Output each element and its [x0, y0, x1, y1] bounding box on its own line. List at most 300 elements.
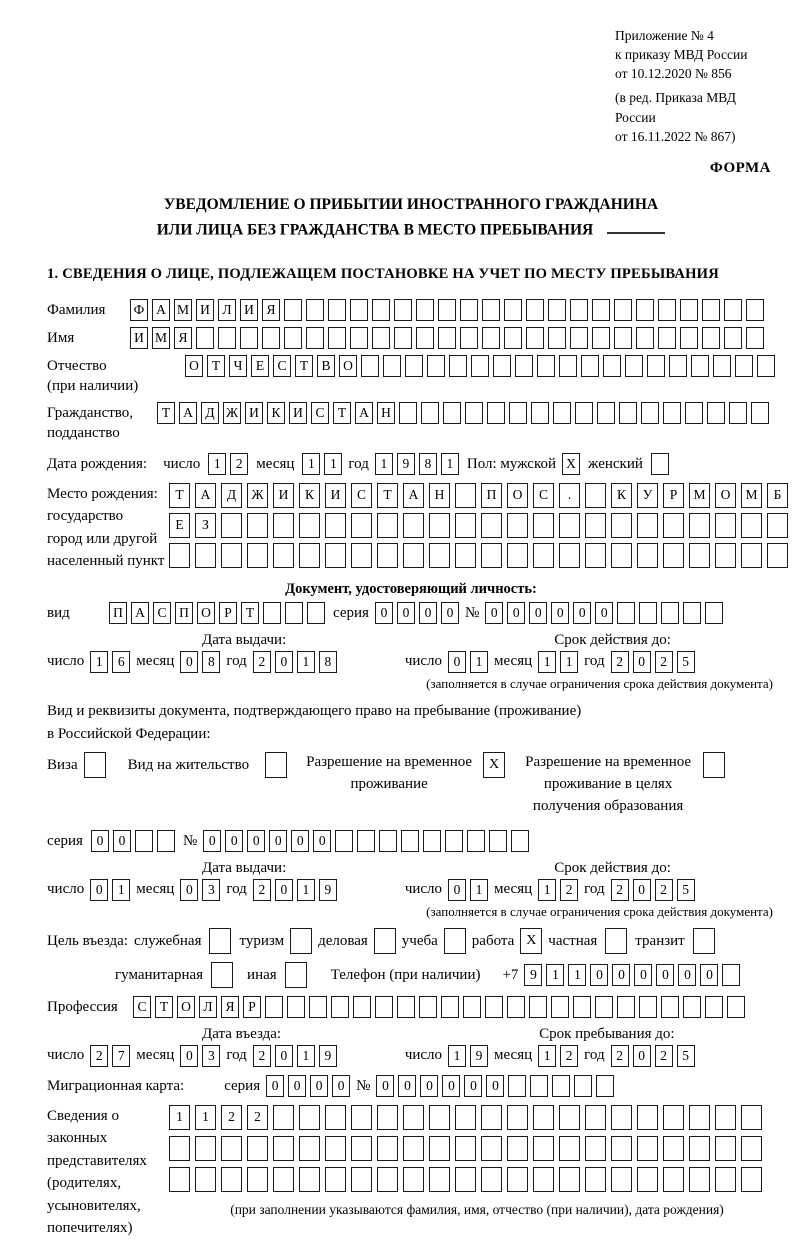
char-cell[interactable]: 2: [611, 879, 629, 901]
char-cell[interactable]: 1: [297, 651, 315, 673]
char-cell[interactable]: П: [175, 602, 193, 624]
char-cell[interactable]: [403, 513, 424, 538]
surname-cells[interactable]: [130, 299, 764, 321]
char-cell[interactable]: [351, 1105, 372, 1130]
checkbox-study[interactable]: [444, 928, 466, 954]
char-cell[interactable]: [559, 513, 580, 538]
char-cell[interactable]: [537, 355, 555, 377]
char-cell[interactable]: [637, 1136, 658, 1161]
char-cell[interactable]: Ж: [247, 483, 268, 508]
char-cell[interactable]: [328, 299, 346, 321]
char-cell[interactable]: 2: [655, 1045, 673, 1067]
issue-day-cells[interactable]: [90, 879, 130, 901]
char-cell[interactable]: [691, 355, 709, 377]
char-cell[interactable]: [559, 1136, 580, 1161]
char-cell[interactable]: И: [130, 327, 148, 349]
char-cell[interactable]: С: [533, 483, 554, 508]
char-cell[interactable]: 0: [573, 602, 591, 624]
char-cell[interactable]: [573, 996, 591, 1018]
char-cell[interactable]: [273, 543, 294, 568]
char-cell[interactable]: [507, 543, 528, 568]
representatives-row1[interactable]: [169, 1105, 762, 1130]
birthplace-row1[interactable]: [169, 483, 788, 508]
char-cell[interactable]: Я: [174, 327, 192, 349]
char-cell[interactable]: 2: [253, 879, 271, 901]
char-cell[interactable]: [429, 543, 450, 568]
char-cell[interactable]: [575, 402, 593, 424]
char-cell[interactable]: [299, 1136, 320, 1161]
char-cell[interactable]: [592, 299, 610, 321]
char-cell[interactable]: [529, 996, 547, 1018]
char-cell[interactable]: [559, 355, 577, 377]
char-cell[interactable]: [663, 1136, 684, 1161]
char-cell[interactable]: [427, 355, 445, 377]
char-cell[interactable]: [724, 327, 742, 349]
char-cell[interactable]: 0: [180, 1045, 198, 1067]
char-cell[interactable]: И: [240, 299, 258, 321]
char-cell[interactable]: [481, 513, 502, 538]
char-cell[interactable]: [247, 1167, 268, 1192]
char-cell[interactable]: О: [507, 483, 528, 508]
char-cell[interactable]: Т: [169, 483, 190, 508]
char-cell[interactable]: [585, 513, 606, 538]
char-cell[interactable]: [325, 1167, 346, 1192]
checkbox-transit[interactable]: [693, 928, 715, 954]
checkbox-other[interactable]: [285, 962, 307, 988]
char-cell[interactable]: Т: [157, 402, 175, 424]
char-cell[interactable]: [715, 513, 736, 538]
char-cell[interactable]: [306, 327, 324, 349]
char-cell[interactable]: [724, 299, 742, 321]
char-cell[interactable]: [533, 513, 554, 538]
char-cell[interactable]: [585, 1167, 606, 1192]
char-cell[interactable]: [508, 1075, 526, 1097]
char-cell[interactable]: И: [245, 402, 263, 424]
birth-year-cells[interactable]: [375, 453, 459, 475]
char-cell[interactable]: [377, 1136, 398, 1161]
char-cell[interactable]: [707, 402, 725, 424]
char-cell[interactable]: 0: [375, 602, 393, 624]
char-cell[interactable]: 0: [180, 879, 198, 901]
char-cell[interactable]: [429, 1105, 450, 1130]
checkbox-work[interactable]: X: [520, 928, 542, 954]
char-cell[interactable]: [299, 1105, 320, 1130]
char-cell[interactable]: И: [289, 402, 307, 424]
birthplace-row2[interactable]: [169, 513, 788, 538]
char-cell[interactable]: [637, 1167, 658, 1192]
char-cell[interactable]: Р: [663, 483, 684, 508]
char-cell[interactable]: [559, 1167, 580, 1192]
char-cell[interactable]: [485, 996, 503, 1018]
char-cell[interactable]: [135, 830, 153, 852]
char-cell[interactable]: [735, 355, 753, 377]
char-cell[interactable]: [531, 402, 549, 424]
char-cell[interactable]: 1: [441, 453, 459, 475]
char-cell[interactable]: 0: [275, 879, 293, 901]
char-cell[interactable]: [372, 299, 390, 321]
char-cell[interactable]: [658, 299, 676, 321]
char-cell[interactable]: [403, 543, 424, 568]
citizenship-cells[interactable]: [157, 402, 769, 424]
char-cell[interactable]: 0: [656, 964, 674, 986]
char-cell[interactable]: 0: [288, 1075, 306, 1097]
char-cell[interactable]: [416, 299, 434, 321]
birthplace-row3[interactable]: [169, 543, 788, 568]
char-cell[interactable]: [504, 299, 522, 321]
char-cell[interactable]: 2: [611, 651, 629, 673]
char-cell[interactable]: 0: [310, 1075, 328, 1097]
char-cell[interactable]: [353, 996, 371, 1018]
char-cell[interactable]: 0: [376, 1075, 394, 1097]
char-cell[interactable]: 9: [397, 453, 415, 475]
char-cell[interactable]: К: [267, 402, 285, 424]
char-cell[interactable]: 2: [560, 879, 578, 901]
char-cell[interactable]: [307, 602, 325, 624]
char-cell[interactable]: [705, 996, 723, 1018]
char-cell[interactable]: 2: [230, 453, 248, 475]
char-cell[interactable]: 1: [195, 1105, 216, 1130]
char-cell[interactable]: [481, 1167, 502, 1192]
char-cell[interactable]: [663, 1167, 684, 1192]
birth-month-cells[interactable]: [302, 453, 342, 475]
char-cell[interactable]: [455, 513, 476, 538]
char-cell[interactable]: [195, 1167, 216, 1192]
char-cell[interactable]: [467, 830, 485, 852]
char-cell[interactable]: [741, 1167, 762, 1192]
valid-month-cells[interactable]: [538, 879, 578, 901]
entry-day-cells[interactable]: [90, 1045, 130, 1067]
char-cell[interactable]: В: [317, 355, 335, 377]
doc-number-cells[interactable]: [485, 602, 723, 624]
char-cell[interactable]: [551, 996, 569, 1018]
char-cell[interactable]: [445, 830, 463, 852]
char-cell[interactable]: И: [196, 299, 214, 321]
char-cell[interactable]: 0: [113, 830, 131, 852]
char-cell[interactable]: [553, 402, 571, 424]
char-cell[interactable]: [729, 402, 747, 424]
char-cell[interactable]: М: [689, 483, 710, 508]
representatives-row2[interactable]: [169, 1136, 762, 1161]
char-cell[interactable]: [641, 402, 659, 424]
char-cell[interactable]: М: [741, 483, 762, 508]
phone-cells[interactable]: [524, 964, 740, 986]
stay-year-cells[interactable]: [611, 1045, 695, 1067]
char-cell[interactable]: 0: [486, 1075, 504, 1097]
char-cell[interactable]: [533, 1167, 554, 1192]
char-cell[interactable]: [455, 1136, 476, 1161]
char-cell[interactable]: [617, 996, 635, 1018]
char-cell[interactable]: [429, 1136, 450, 1161]
char-cell[interactable]: [262, 327, 280, 349]
char-cell[interactable]: [351, 543, 372, 568]
char-cell[interactable]: 1: [297, 879, 315, 901]
char-cell[interactable]: [533, 543, 554, 568]
char-cell[interactable]: К: [299, 483, 320, 508]
checkbox-temp-residence-education[interactable]: [703, 752, 725, 778]
char-cell[interactable]: [465, 402, 483, 424]
char-cell[interactable]: [614, 299, 632, 321]
char-cell[interactable]: [351, 1136, 372, 1161]
checkbox-business[interactable]: [374, 928, 396, 954]
char-cell[interactable]: 9: [470, 1045, 488, 1067]
char-cell[interactable]: 0: [612, 964, 630, 986]
char-cell[interactable]: [702, 327, 720, 349]
char-cell[interactable]: [715, 543, 736, 568]
char-cell[interactable]: 0: [633, 1045, 651, 1067]
char-cell[interactable]: [247, 513, 268, 538]
char-cell[interactable]: [221, 513, 242, 538]
char-cell[interactable]: [284, 299, 302, 321]
char-cell[interactable]: 5: [677, 879, 695, 901]
migration-number-cells[interactable]: [376, 1075, 614, 1097]
char-cell[interactable]: [751, 402, 769, 424]
char-cell[interactable]: [455, 543, 476, 568]
char-cell[interactable]: [570, 327, 588, 349]
char-cell[interactable]: [592, 327, 610, 349]
char-cell[interactable]: [325, 1136, 346, 1161]
char-cell[interactable]: [715, 1105, 736, 1130]
char-cell[interactable]: [625, 355, 643, 377]
char-cell[interactable]: Н: [429, 483, 450, 508]
char-cell[interactable]: [372, 327, 390, 349]
char-cell[interactable]: Д: [221, 483, 242, 508]
char-cell[interactable]: [401, 830, 419, 852]
char-cell[interactable]: [375, 996, 393, 1018]
char-cell[interactable]: [617, 602, 635, 624]
char-cell[interactable]: [685, 402, 703, 424]
checkbox-residence-permit[interactable]: [265, 752, 287, 778]
char-cell[interactable]: [287, 996, 305, 1018]
char-cell[interactable]: [530, 1075, 548, 1097]
valid-year-cells[interactable]: [611, 651, 695, 673]
char-cell[interactable]: А: [152, 299, 170, 321]
char-cell[interactable]: 1: [470, 651, 488, 673]
char-cell[interactable]: [746, 327, 764, 349]
char-cell[interactable]: [581, 355, 599, 377]
char-cell[interactable]: [611, 1105, 632, 1130]
char-cell[interactable]: [559, 543, 580, 568]
char-cell[interactable]: 1: [208, 453, 226, 475]
char-cell[interactable]: Д: [201, 402, 219, 424]
char-cell[interactable]: Н: [377, 402, 395, 424]
char-cell[interactable]: А: [403, 483, 424, 508]
issue-month-cells[interactable]: [180, 879, 220, 901]
issue-month-cells[interactable]: [180, 651, 220, 673]
char-cell[interactable]: [157, 830, 175, 852]
char-cell[interactable]: [507, 1136, 528, 1161]
char-cell[interactable]: [548, 299, 566, 321]
char-cell[interactable]: 0: [595, 602, 613, 624]
char-cell[interactable]: [493, 355, 511, 377]
char-cell[interactable]: 3: [202, 1045, 220, 1067]
char-cell[interactable]: [481, 1105, 502, 1130]
char-cell[interactable]: [273, 1167, 294, 1192]
char-cell[interactable]: 0: [634, 964, 652, 986]
char-cell[interactable]: 0: [90, 879, 108, 901]
char-cell[interactable]: .: [559, 483, 580, 508]
char-cell[interactable]: [299, 1167, 320, 1192]
char-cell[interactable]: [419, 996, 437, 1018]
char-cell[interactable]: С: [311, 402, 329, 424]
checkbox-private[interactable]: [605, 928, 627, 954]
char-cell[interactable]: 0: [247, 830, 265, 852]
char-cell[interactable]: И: [325, 483, 346, 508]
char-cell[interactable]: 1: [169, 1105, 190, 1130]
char-cell[interactable]: [741, 1105, 762, 1130]
char-cell[interactable]: [661, 602, 679, 624]
char-cell[interactable]: 7: [112, 1045, 130, 1067]
char-cell[interactable]: [596, 1075, 614, 1097]
char-cell[interactable]: 0: [485, 602, 503, 624]
char-cell[interactable]: [722, 964, 740, 986]
char-cell[interactable]: [299, 513, 320, 538]
char-cell[interactable]: [240, 327, 258, 349]
char-cell[interactable]: [482, 327, 500, 349]
char-cell[interactable]: З: [195, 513, 216, 538]
char-cell[interactable]: [247, 1136, 268, 1161]
char-cell[interactable]: [507, 996, 525, 1018]
char-cell[interactable]: [377, 1167, 398, 1192]
char-cell[interactable]: [403, 1167, 424, 1192]
char-cell[interactable]: 1: [546, 964, 564, 986]
char-cell[interactable]: [669, 355, 687, 377]
residence-series-cells[interactable]: [91, 830, 175, 852]
char-cell[interactable]: [169, 543, 190, 568]
char-cell[interactable]: [683, 602, 701, 624]
valid-month-cells[interactable]: [538, 651, 578, 673]
char-cell[interactable]: 2: [221, 1105, 242, 1130]
checkbox-temp-residence[interactable]: X: [483, 752, 505, 778]
char-cell[interactable]: [350, 327, 368, 349]
char-cell[interactable]: С: [273, 355, 291, 377]
char-cell[interactable]: [471, 355, 489, 377]
valid-day-cells[interactable]: [448, 879, 488, 901]
char-cell[interactable]: [504, 327, 522, 349]
char-cell[interactable]: 2: [247, 1105, 268, 1130]
char-cell[interactable]: 2: [90, 1045, 108, 1067]
char-cell[interactable]: [273, 1136, 294, 1161]
char-cell[interactable]: [715, 1167, 736, 1192]
char-cell[interactable]: [715, 1136, 736, 1161]
char-cell[interactable]: [636, 299, 654, 321]
char-cell[interactable]: 2: [560, 1045, 578, 1067]
char-cell[interactable]: [689, 1167, 710, 1192]
char-cell[interactable]: Р: [243, 996, 261, 1018]
char-cell[interactable]: [357, 830, 375, 852]
char-cell[interactable]: [273, 1105, 294, 1130]
char-cell[interactable]: 2: [253, 1045, 271, 1067]
char-cell[interactable]: Т: [377, 483, 398, 508]
char-cell[interactable]: [689, 1136, 710, 1161]
char-cell[interactable]: [611, 513, 632, 538]
checkbox-female[interactable]: [651, 453, 669, 475]
char-cell[interactable]: Б: [767, 483, 788, 508]
char-cell[interactable]: [221, 543, 242, 568]
char-cell[interactable]: 8: [419, 453, 437, 475]
issue-year-cells[interactable]: [253, 651, 337, 673]
char-cell[interactable]: 0: [448, 879, 466, 901]
char-cell[interactable]: [383, 355, 401, 377]
char-cell[interactable]: [639, 602, 657, 624]
char-cell[interactable]: 0: [464, 1075, 482, 1097]
char-cell[interactable]: [273, 513, 294, 538]
char-cell[interactable]: М: [152, 327, 170, 349]
char-cell[interactable]: [221, 1136, 242, 1161]
char-cell[interactable]: [689, 543, 710, 568]
char-cell[interactable]: [639, 996, 657, 1018]
char-cell[interactable]: [509, 402, 527, 424]
char-cell[interactable]: [746, 299, 764, 321]
valid-year-cells[interactable]: [611, 879, 695, 901]
char-cell[interactable]: К: [611, 483, 632, 508]
char-cell[interactable]: [196, 327, 214, 349]
char-cell[interactable]: 0: [507, 602, 525, 624]
char-cell[interactable]: Ф: [130, 299, 148, 321]
char-cell[interactable]: [416, 327, 434, 349]
char-cell[interactable]: [306, 299, 324, 321]
char-cell[interactable]: [619, 402, 637, 424]
char-cell[interactable]: [507, 513, 528, 538]
char-cell[interactable]: [331, 996, 349, 1018]
char-cell[interactable]: 3: [202, 879, 220, 901]
char-cell[interactable]: [585, 1105, 606, 1130]
char-cell[interactable]: 0: [551, 602, 569, 624]
char-cell[interactable]: [221, 1167, 242, 1192]
char-cell[interactable]: 2: [611, 1045, 629, 1067]
char-cell[interactable]: М: [174, 299, 192, 321]
char-cell[interactable]: [328, 327, 346, 349]
char-cell[interactable]: [403, 1136, 424, 1161]
char-cell[interactable]: 0: [91, 830, 109, 852]
char-cell[interactable]: [438, 327, 456, 349]
char-cell[interactable]: [481, 543, 502, 568]
char-cell[interactable]: [611, 543, 632, 568]
char-cell[interactable]: [443, 402, 461, 424]
char-cell[interactable]: 1: [112, 879, 130, 901]
char-cell[interactable]: [325, 543, 346, 568]
char-cell[interactable]: [741, 513, 762, 538]
char-cell[interactable]: А: [131, 602, 149, 624]
char-cell[interactable]: [335, 830, 353, 852]
char-cell[interactable]: 0: [678, 964, 696, 986]
char-cell[interactable]: [647, 355, 665, 377]
char-cell[interactable]: [507, 1105, 528, 1130]
char-cell[interactable]: 0: [420, 1075, 438, 1097]
char-cell[interactable]: Я: [221, 996, 239, 1018]
char-cell[interactable]: [637, 1105, 658, 1130]
char-cell[interactable]: [218, 327, 236, 349]
birth-day-cells[interactable]: [208, 453, 248, 475]
char-cell[interactable]: 1: [297, 1045, 315, 1067]
char-cell[interactable]: 6: [112, 651, 130, 673]
entry-month-cells[interactable]: [180, 1045, 220, 1067]
char-cell[interactable]: [611, 1167, 632, 1192]
char-cell[interactable]: [377, 1105, 398, 1130]
char-cell[interactable]: [487, 402, 505, 424]
doc-series-cells[interactable]: [375, 602, 459, 624]
char-cell[interactable]: 1: [568, 964, 586, 986]
char-cell[interactable]: [397, 996, 415, 1018]
char-cell[interactable]: [741, 1136, 762, 1161]
char-cell[interactable]: 0: [419, 602, 437, 624]
char-cell[interactable]: [574, 1075, 592, 1097]
char-cell[interactable]: [507, 1167, 528, 1192]
char-cell[interactable]: 0: [633, 651, 651, 673]
char-cell[interactable]: [325, 513, 346, 538]
char-cell[interactable]: [438, 299, 456, 321]
char-cell[interactable]: С: [153, 602, 171, 624]
char-cell[interactable]: [429, 513, 450, 538]
